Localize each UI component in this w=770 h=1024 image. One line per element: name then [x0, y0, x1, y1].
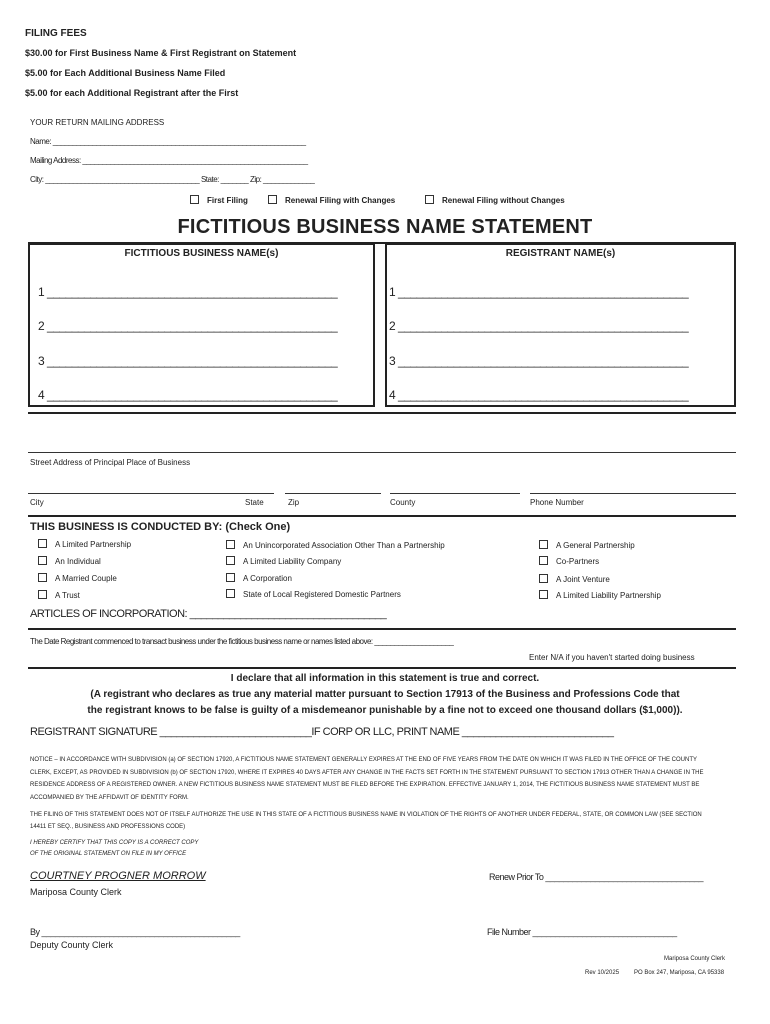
checkbox-icon[interactable]: [38, 539, 47, 548]
notice-text-1: NOTICE – IN ACCORDANCE WITH SUBDIVISION (a) OF SECTION 17920, A FICTITIOUS NAME STATEMENT GENERALLY EXPIRES AT THE END OF FIVE YEARS FROM THE DATE ON WHICH IT WAS FILED IN THE OFFICE OF THE COUNTY: [30, 757, 697, 763]
registrant-name-3[interactable]: 3 _______________________________________________: [389, 354, 689, 368]
business-name-3[interactable]: 3 _______________________________________________: [38, 354, 338, 368]
renewal-without-changes-option[interactable]: [425, 196, 565, 205]
notice-text-4: ACCOMPANIED BY THE AFFIDAVIT OF IDENTITY FORM.: [30, 795, 189, 801]
option-label: Co-Partners: [556, 557, 600, 566]
state-label: State: [245, 498, 264, 507]
notice-text-5: THE FILING OF THIS STATEMENT DOES NOT OF ITSELF AUTHORIZE THE USE IN THIS STATE OF A FICTITIOUS BUSINESS NAME IN VIOLATION OF THE RIGHTS OF ANOTHER UNDER FEDERAL, STATE, OR COMMON LAW (SEE SECTION: [30, 812, 702, 818]
phone-label: Phone Number: [530, 498, 584, 507]
conducted-by-heading: THIS BUSINESS IS CONDUCTED BY: (Check One): [30, 521, 291, 533]
option-llp[interactable]: [539, 591, 661, 600]
fee-line-1: $30.00 for First Business Name & First Registrant on Statement: [25, 48, 297, 58]
checkbox-icon[interactable]: [539, 540, 548, 549]
checkbox-icon[interactable]: [539, 556, 548, 565]
option-llc[interactable]: [226, 557, 341, 566]
checkbox-icon[interactable]: [226, 540, 235, 549]
checkbox-icon[interactable]: [38, 556, 47, 565]
mailing-heading: YOUR RETURN MAILING ADDRESS: [30, 118, 165, 127]
checkbox-icon[interactable]: [539, 574, 548, 583]
articles-of-incorporation-field[interactable]: ARTICLES OF INCORPORATION: ___________________________________: [30, 608, 387, 620]
option-label: State of Local Registered Domestic Partners: [243, 590, 401, 599]
section-rule: [28, 515, 736, 517]
checkbox-icon[interactable]: [190, 195, 199, 204]
option-limited-partnership[interactable]: [38, 540, 131, 549]
declaration-line-3: the registrant knows to be false is guilty of a misdemeanor punishable by a fine not to exceed one thousand dollars ($1,000)).: [87, 705, 683, 716]
deputy-clerk-label: Deputy County Clerk: [30, 940, 114, 950]
option-label: A Limited Liability Company: [243, 557, 342, 566]
commenced-date-field[interactable]: The Date Registrant commenced to transact business under the fictitious business name or names listed above: ____________________: [30, 637, 454, 646]
mailing-address-field[interactable]: Mailing Address: _________________________________________________________: [30, 156, 308, 165]
registrant-name-2[interactable]: 2 _______________________________________________: [389, 319, 689, 333]
option-label: An Unincorporated Association Other Than a Partnership: [243, 541, 445, 550]
first-filing-label: First Filing: [207, 196, 248, 205]
business-name-4[interactable]: 4 _______________________________________________: [38, 388, 338, 402]
option-corporation[interactable]: [226, 574, 292, 583]
option-label: A General Partnership: [556, 541, 635, 550]
declaration-line-1: I declare that all information in this statement is true and correct.: [230, 673, 540, 684]
option-label: A Trust: [55, 591, 80, 600]
option-label: An Individual: [55, 557, 101, 566]
checkbox-icon[interactable]: [38, 573, 47, 582]
option-label: A Joint Venture: [556, 575, 610, 584]
declaration-line-2: (A registrant who declares as true any material matter pursuant to Section 17913 of the Business and Professions Code that: [90, 689, 680, 700]
city-line[interactable]: [28, 493, 274, 494]
mailing-name-field[interactable]: Name: ________________________________________________________________: [30, 137, 306, 146]
option-label: A Corporation: [243, 574, 292, 583]
street-address-line[interactable]: [28, 452, 736, 453]
business-names-header: FICTITIOUS BUSINESS NAME(s): [124, 248, 279, 259]
option-trust[interactable]: [38, 591, 80, 600]
phone-line[interactable]: [530, 493, 736, 494]
renewal-with-changes-label: Renewal Filing with Changes: [285, 196, 396, 205]
clerk-title: Mariposa County Clerk: [30, 887, 122, 897]
footer-office: Mariposa County Clerk: [664, 956, 726, 962]
notice-text-3: RESIDENCE ADDRESS OF A REGISTERED OWNER. A NEW FICTITIOUS BUSINESS NAME STATEMENT MUST BE FILED BEFORE THE EXPIRATION. EFFECTIVE JANUARY 1, 2014, THE FICTITIOUS BUSINESS NAME STATEMENT MUST BE: [30, 782, 700, 788]
checkbox-icon[interactable]: [226, 573, 235, 582]
renewal-without-changes-label: Renewal Filing without Changes: [442, 196, 565, 205]
mailing-city-field[interactable]: City: _______________________________________ State: _______ Zip: _____________: [30, 175, 315, 184]
zip-label: Zip: [288, 498, 300, 507]
filing-fees-heading: FILING FEES: [25, 28, 87, 39]
option-married-couple[interactable]: [38, 574, 117, 583]
registrant-name-1[interactable]: 1 _______________________________________________: [389, 285, 689, 299]
checkbox-icon[interactable]: [539, 590, 548, 599]
county-line[interactable]: [390, 493, 520, 494]
checkbox-icon[interactable]: [268, 195, 277, 204]
renew-prior-to-field[interactable]: Renew Prior To ___________________________________: [489, 872, 704, 882]
option-general-partnership[interactable]: [539, 541, 635, 550]
renewal-with-changes-option[interactable]: [268, 196, 395, 205]
footer-address: PO Box 247, Mariposa, CA 95338: [634, 970, 725, 976]
section-rule: [28, 412, 736, 414]
commenced-note: Enter N/A if you haven't started doing business: [529, 653, 695, 662]
notice-text-6: 14411 ET SEQ., BUSINESS AND PROFESSIONS CODE): [30, 824, 186, 830]
option-label: A Limited Partnership: [55, 540, 132, 549]
option-co-partners[interactable]: [539, 557, 599, 566]
file-number-field[interactable]: File Number ________________________________: [487, 927, 677, 937]
city-label: City: [30, 498, 44, 507]
section-rule: [28, 628, 736, 630]
county-label: County: [390, 498, 416, 507]
fee-line-2: $5.00 for Each Additional Business Name Filed: [25, 68, 226, 78]
street-address-label: Street Address of Principal Place of Business: [30, 458, 191, 467]
clerk-name: COURTNEY PROGNER MORROW: [30, 870, 206, 882]
footer-rev: Rev 10/2025: [585, 970, 620, 976]
business-name-2[interactable]: 2 _______________________________________________: [38, 319, 338, 333]
checkbox-icon[interactable]: [38, 590, 47, 599]
option-individual[interactable]: [38, 557, 101, 566]
option-label: A Married Couple: [55, 574, 117, 583]
fee-line-3: $5.00 for each Additional Registrant after the First: [25, 88, 239, 98]
option-domestic-partners[interactable]: [226, 590, 401, 599]
notice-text-2: CLERK, EXCEPT, AS PROVIDED IN SUBDIVISION (b) OF SECTION 17920, WHERE IT EXPIRES 40 DAYS AFTER ANY CHANGE IN THE FACTS SET FORTH IN THE STATEMENT PURSUANT TO SECTION 17913 OTHER THAN A CHANGE IN THE: [30, 770, 704, 776]
first-filing-option[interactable]: [190, 196, 248, 205]
registrant-signature-field[interactable]: REGISTRANT SIGNATURE ___________________________IF CORP OR LLC, PRINT NAME ___________________________: [30, 726, 614, 738]
certify-line-1: I HEREBY CERTIFY THAT THIS COPY IS A CORRECT COPY: [30, 840, 199, 846]
business-name-1[interactable]: 1 _______________________________________________: [38, 285, 338, 299]
option-label: A Limited Liability Partnership: [556, 591, 661, 600]
registrant-names-header: REGISTRANT NAME(s): [505, 248, 616, 259]
zip-line[interactable]: [285, 493, 381, 494]
registrant-name-4[interactable]: 4 _______________________________________________: [389, 388, 689, 402]
checkbox-icon[interactable]: [226, 556, 235, 565]
option-unincorporated-association[interactable]: [226, 541, 445, 550]
page-title: FICTITIOUS BUSINESS NAME STATEMENT: [177, 216, 593, 238]
section-rule: [28, 667, 736, 669]
certify-line-2: OF THE ORIGINAL STATEMENT ON FILE IN MY OFFICE: [30, 851, 187, 857]
option-joint-venture[interactable]: [539, 575, 610, 584]
checkbox-icon[interactable]: [226, 589, 235, 598]
checkbox-icon[interactable]: [425, 195, 434, 204]
deputy-by-field[interactable]: By ____________________________________________: [30, 927, 240, 937]
